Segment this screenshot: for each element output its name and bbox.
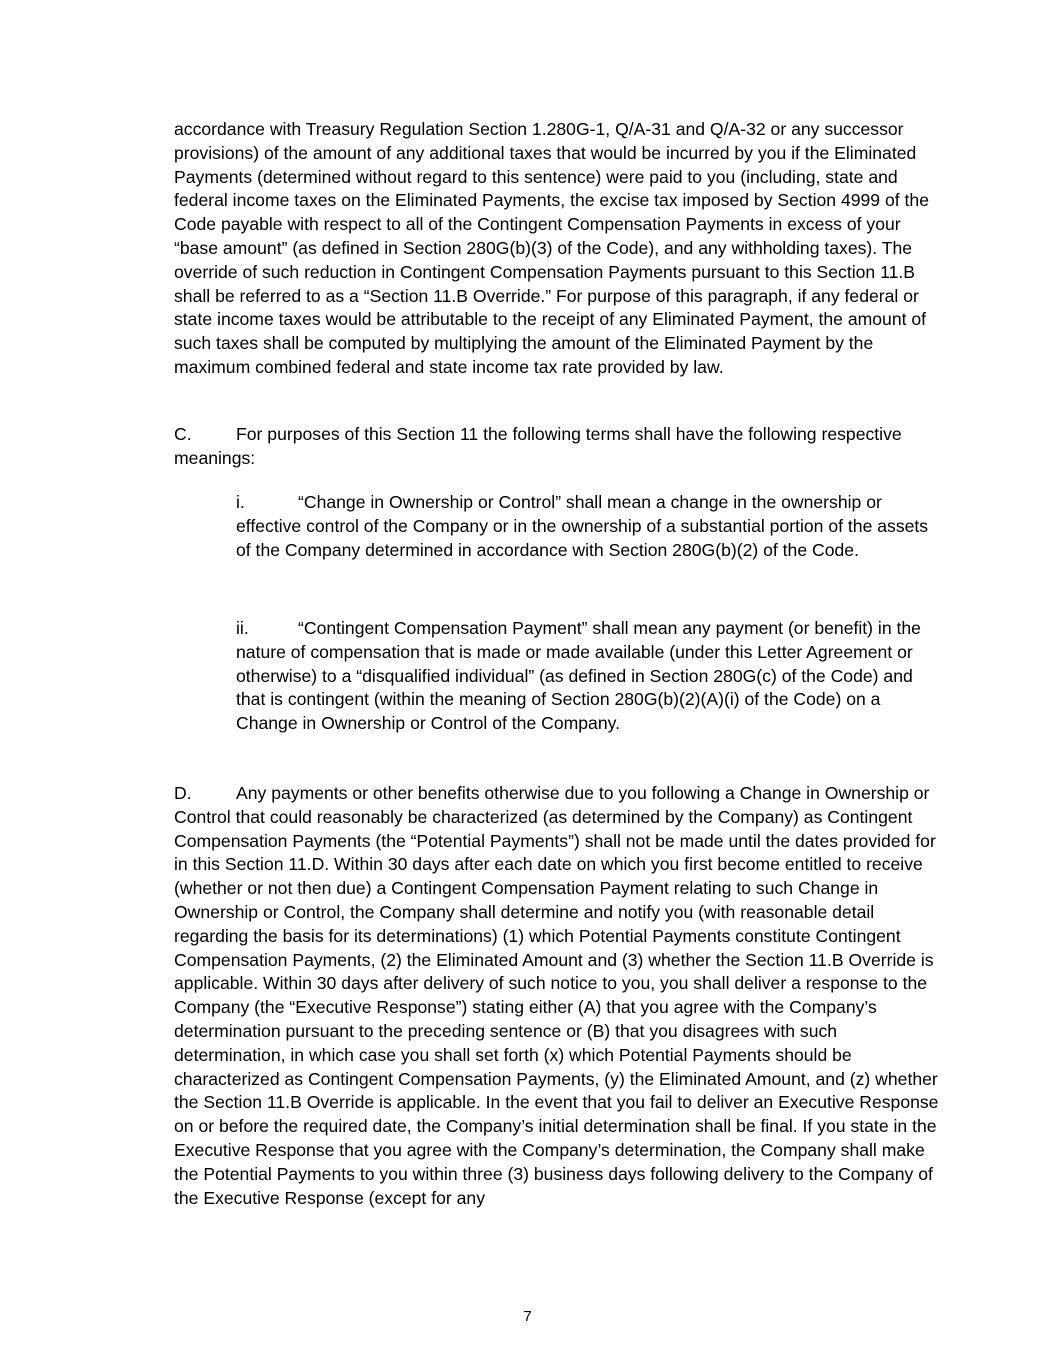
paragraph-c	[174, 423, 949, 471]
paragraph-c-i-text: “Change in Ownership or Control” shall mean a change in the ownership or effective control of the Company or in the ownership of a substantial portion of the assets of the Company determined in accordance with Section 280G(b)(2) of the Code.	[236, 492, 929, 560]
paragraph-b-continued: accordance with Treasury Regulation Section 1.280G-1, Q/A-31 and Q/A-32 or any successor provisions) of the amount of any additional taxes that would be incurred by you if the Eliminated Payments (determined without regard to this sentence) were paid to you (including, state and federal income taxes on the Eliminated Payments, the excise tax imposed by Section 4999 of the Code payable with respect to all of the Contingent Compensation Payments in excess of your “base amount” (as defined in Section 280G(b)(3) of the Code), and any withholding taxes). The override of such reduction in Contingent Compensation Payments pursuant to this Section 11.B shall be referred to as a “Section 11.B Override.” For purpose of this paragraph, if any federal or state income taxes would be attributable to the receipt of any Eliminated Payment, the amount of such taxes shall be computed by multiplying the amount of the Eliminated Payment by the maximum combined federal and state income tax rate provided by law.	[174, 119, 930, 377]
paragraph-c-ii	[236, 617, 936, 736]
paragraph-c-text: For purposes of this Section 11 the following terms shall have the following respective meanings:	[174, 424, 902, 468]
paragraph-d-label: D.	[174, 783, 192, 803]
paragraph-c-label: C.	[174, 424, 192, 444]
paragraph-c-i	[236, 491, 936, 562]
page-number: 7	[523, 1308, 532, 1325]
paragraph-d	[174, 782, 949, 1210]
paragraph-c-ii-label: ii.	[236, 618, 249, 638]
paragraph-d-text: Any payments or other benefits otherwise due to you following a Change in Ownership or Control that could reasonably be characterized (as determined by the Company) as Contingent Compensation Payments (the “Potential Payments”) shall not be made until the dates provided for in this Section 11.D. Within 30 days after each date on which you first become entitled to receive (whether or not then due) a Contingent Compensation Payment relating to such Change in Ownership or Control, the Company shall determine and notify you (with reasonable detail regarding the basis for its determinations) (1) which Potential Payments constitute Contingent Compensation Payments, (2) the Eliminated Amount and (3) whether the Section 11.B Override is applicable. Within 30 days after delivery of such notice to you, you shall deliver a response to the Company (the “Executive Response”) stating either (A) that you agree with the Company’s determination pursuant to the preceding sentence or (B) that you disagrees with such determination, in which case you shall set forth (x) which Potential Payments should be characterized as Contingent Compensation Payments, (y) the Eliminated Amount, and (z) whether the Section 11.B Override is applicable. In the event that you fail to deliver an Executive Response on or before the required date, the Company’s initial determination shall be final. If you state in the Executive Response that you agree with the Company’s determination, the Company shall make the Potential Payments to you within three (3) business days following delivery to the Company of the Executive Response (except for any	[174, 783, 939, 1208]
paragraph-c-ii-text: “Contingent Compensation Payment” shall mean any payment (or benefit) in the nature of compensation that is made or made available (under this Letter Agreement or otherwise) to a “disqualified individual” (as defined in Section 280G(c) of the Code) and that is contingent (within the meaning of Section 280G(b)(2)(A)(i) of the Code) on a Change in Ownership or Control of the Company.	[236, 618, 921, 734]
paragraph-c-i-label: i.	[236, 492, 245, 512]
